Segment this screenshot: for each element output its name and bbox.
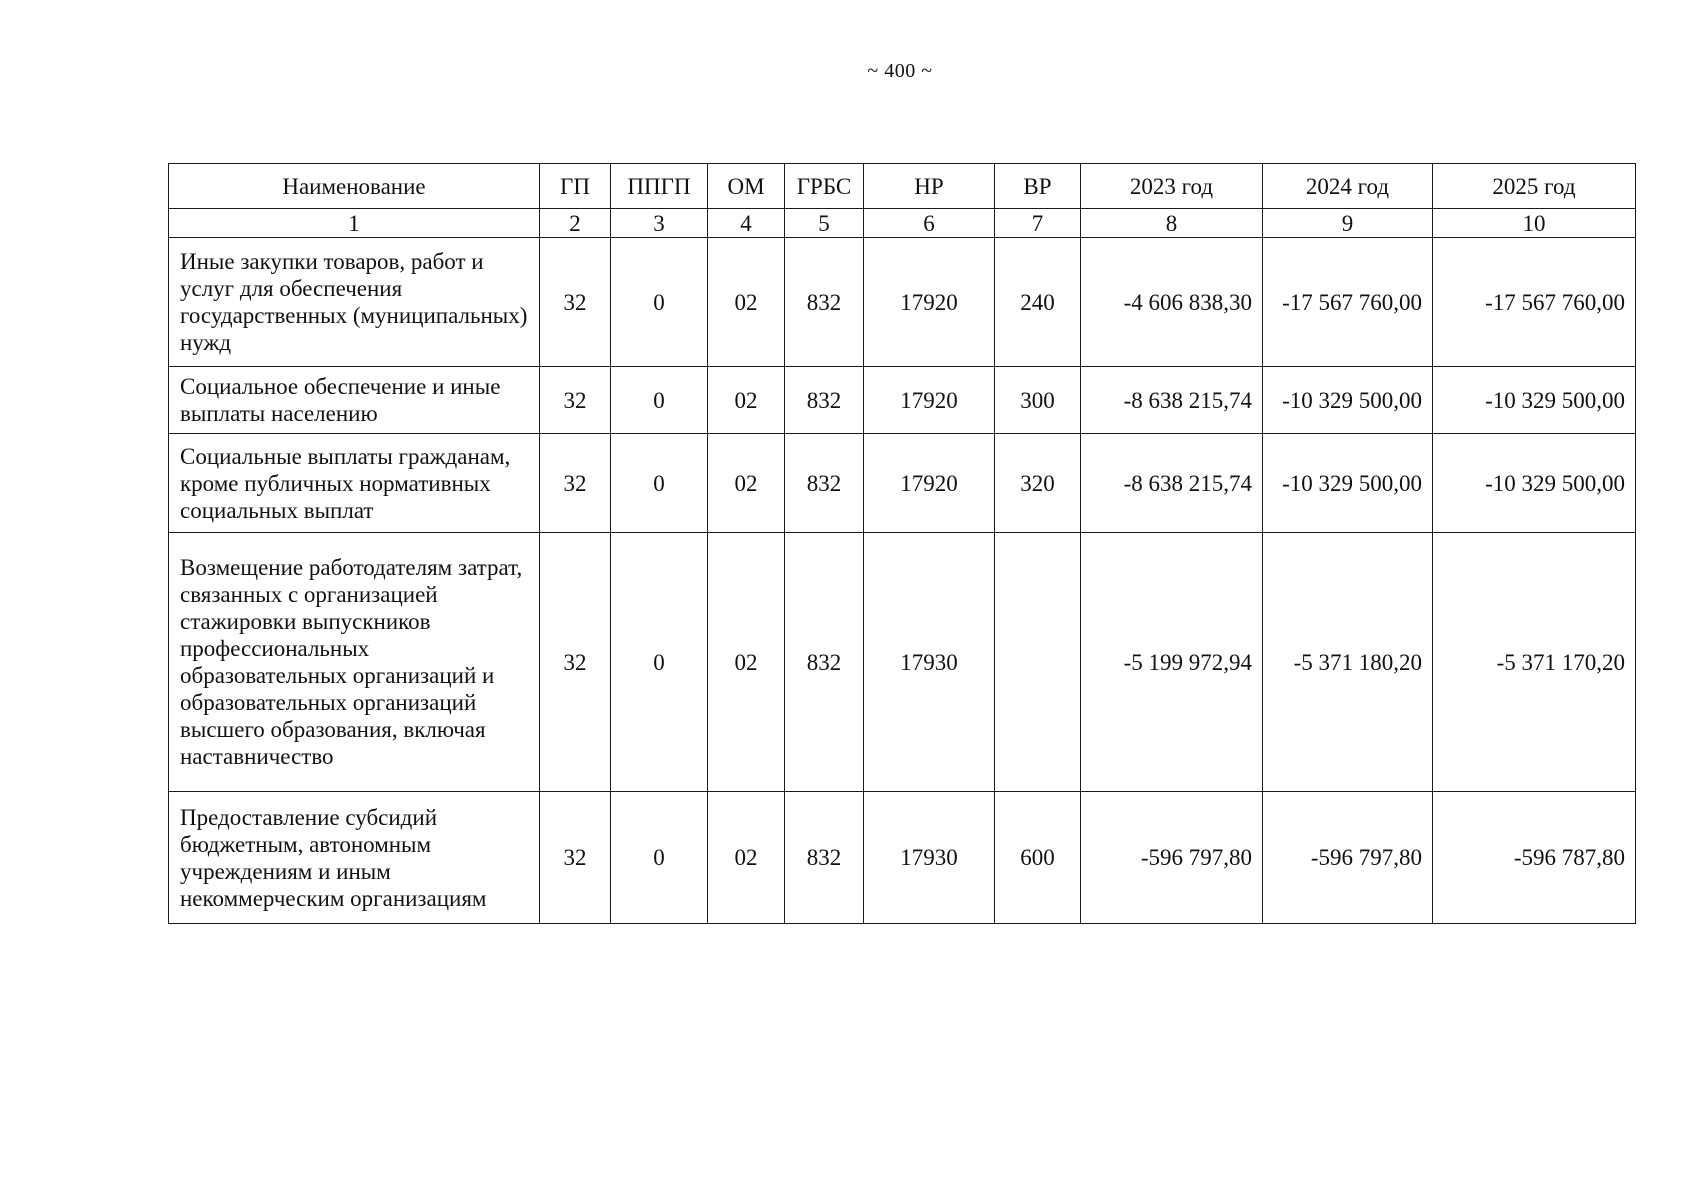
header-cell-2023: 2023 год — [1081, 164, 1263, 209]
ppgp-cell: 0 — [611, 434, 708, 533]
gp-cell: 32 — [540, 367, 611, 434]
grbs-cell: 832 — [785, 792, 864, 924]
header-cell-om: ОМ — [708, 164, 785, 209]
nr-cell: 17930 — [864, 533, 995, 792]
header-row — [169, 164, 1636, 209]
header-cell-grbs: ГРБС — [785, 164, 864, 209]
amount-2025-cell: -10 329 500,00 — [1433, 434, 1636, 533]
index-cell: 4 — [708, 209, 785, 238]
nr-cell: 17920 — [864, 434, 995, 533]
table-row — [169, 238, 1636, 367]
gp-cell: 32 — [540, 792, 611, 924]
vr-cell: 300 — [995, 367, 1081, 434]
grbs-cell: 832 — [785, 367, 864, 434]
header-cell-name: Наименование — [169, 164, 540, 209]
vr-cell: 320 — [995, 434, 1081, 533]
amount-2024-cell: -596 797,80 — [1263, 792, 1433, 924]
vr-cell: 600 — [995, 792, 1081, 924]
row-name-cell: Социальные выплаты гражданам, кроме публичных нормативных социальных выплат — [169, 434, 540, 533]
amount-2023-cell: -8 638 215,74 — [1081, 367, 1263, 434]
index-cell: 5 — [785, 209, 864, 238]
nr-cell: 17920 — [864, 238, 995, 367]
amount-2024-cell: -10 329 500,00 — [1263, 434, 1433, 533]
amount-2023-cell: -4 606 838,30 — [1081, 238, 1263, 367]
amount-2024-cell: -10 329 500,00 — [1263, 367, 1433, 434]
amount-2023-cell: -596 797,80 — [1081, 792, 1263, 924]
header-cell-2024: 2024 год — [1263, 164, 1433, 209]
budget-table — [168, 163, 1636, 924]
index-cell: 6 — [864, 209, 995, 238]
nr-cell: 17920 — [864, 367, 995, 434]
grbs-cell: 832 — [785, 533, 864, 792]
om-cell: 02 — [708, 533, 785, 792]
amount-2025-cell: -5 371 170,20 — [1433, 533, 1636, 792]
column-index-row — [169, 209, 1636, 238]
grbs-cell: 832 — [785, 434, 864, 533]
gp-cell: 32 — [540, 434, 611, 533]
grbs-cell: 832 — [785, 238, 864, 367]
ppgp-cell: 0 — [611, 533, 708, 792]
header-cell-gp: ГП — [540, 164, 611, 209]
amount-2025-cell: -596 787,80 — [1433, 792, 1636, 924]
table-row — [169, 533, 1636, 792]
amount-2025-cell: -17 567 760,00 — [1433, 238, 1636, 367]
header-cell-ppgp: ППГП — [611, 164, 708, 209]
page-number: ~ 400 ~ — [867, 60, 933, 82]
table-row — [169, 434, 1636, 533]
vr-cell — [995, 533, 1081, 792]
header-cell-vr: ВР — [995, 164, 1081, 209]
index-cell: 3 — [611, 209, 708, 238]
row-name-cell: Социальное обеспечение и иные выплаты населению — [169, 367, 540, 434]
amount-2024-cell: -5 371 180,20 — [1263, 533, 1433, 792]
amount-2023-cell: -5 199 972,94 — [1081, 533, 1263, 792]
index-cell: 1 — [169, 209, 540, 238]
index-cell: 7 — [995, 209, 1081, 238]
row-name-cell: Иные закупки товаров, работ и услуг для обеспечения государственных (муниципальных) нужд — [169, 238, 540, 367]
header-cell-2025: 2025 год — [1433, 164, 1636, 209]
table-row — [169, 792, 1636, 924]
om-cell: 02 — [708, 238, 785, 367]
index-cell: 9 — [1263, 209, 1433, 238]
table-row — [169, 367, 1636, 434]
amount-2023-cell: -8 638 215,74 — [1081, 434, 1263, 533]
ppgp-cell: 0 — [611, 792, 708, 924]
header-cell-nr: НР — [864, 164, 995, 209]
row-name-cell: Предоставление субсидий бюджетным, автономным учреждениям и иным некоммерческим организациям — [169, 792, 540, 924]
gp-cell: 32 — [540, 238, 611, 367]
ppgp-cell: 0 — [611, 238, 708, 367]
nr-cell: 17930 — [864, 792, 995, 924]
amount-2025-cell: -10 329 500,00 — [1433, 367, 1636, 434]
vr-cell: 240 — [995, 238, 1081, 367]
index-cell: 8 — [1081, 209, 1263, 238]
index-cell: 2 — [540, 209, 611, 238]
om-cell: 02 — [708, 367, 785, 434]
om-cell: 02 — [708, 434, 785, 533]
amount-2024-cell: -17 567 760,00 — [1263, 238, 1433, 367]
row-name-cell: Возмещение работодателям затрат, связанных с организацией стажировки выпускников профессиональных образовательных организаций и образовательных организаций высшего образования, включая наставничество — [169, 533, 540, 792]
ppgp-cell: 0 — [611, 367, 708, 434]
om-cell: 02 — [708, 792, 785, 924]
index-cell: 10 — [1433, 209, 1636, 238]
gp-cell: 32 — [540, 533, 611, 792]
